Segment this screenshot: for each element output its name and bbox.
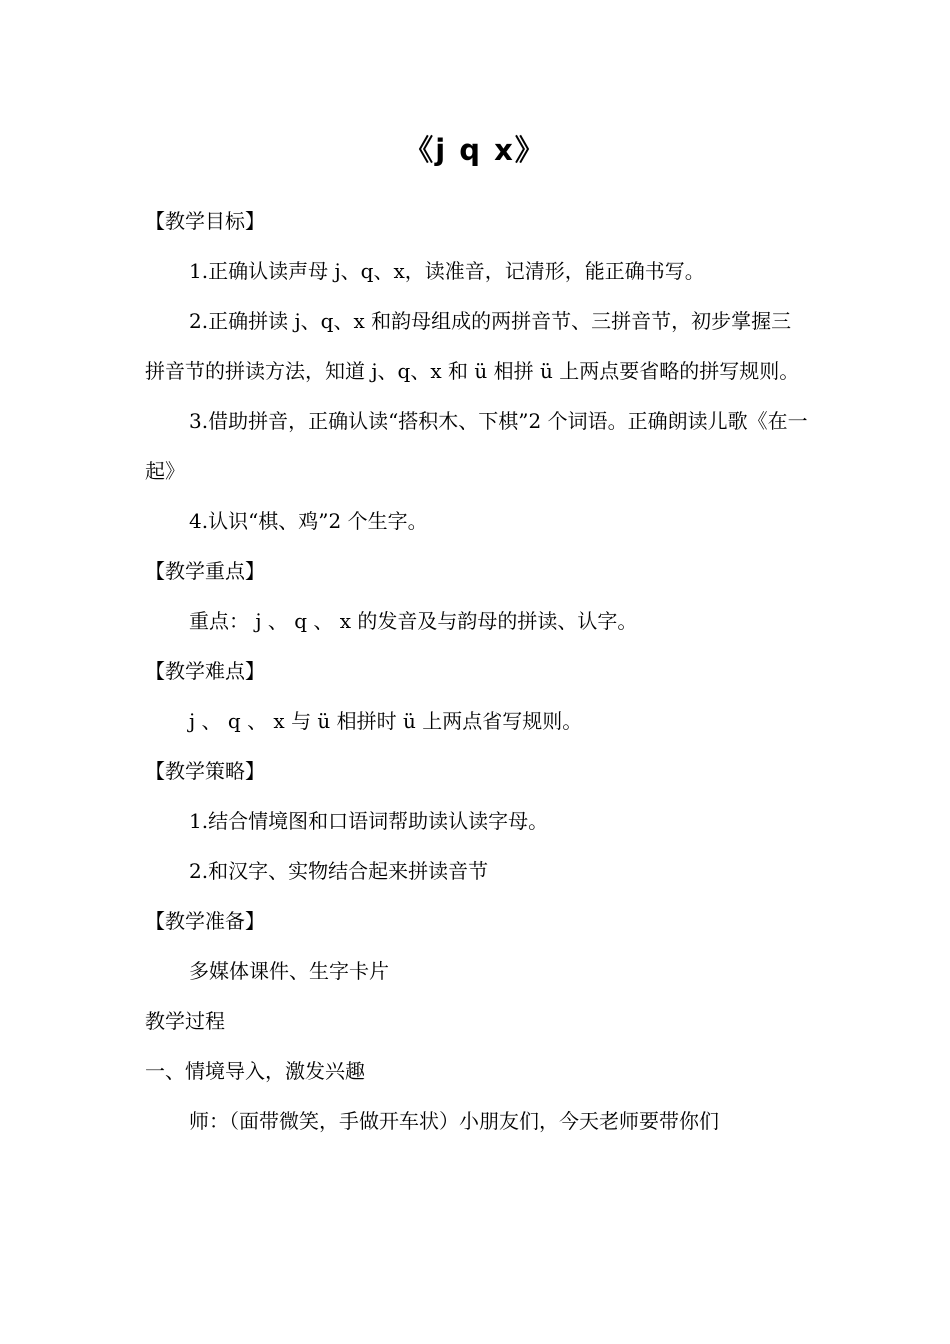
section-heading-preparation: 【教学准备】 bbox=[145, 909, 265, 933]
objective-1: 1.正确认读声母 j、q、x，读准音，记清形，能正确书写。 bbox=[189, 259, 705, 283]
objective-4: 4.认识“棋、鸡”2 个生字。 bbox=[189, 509, 428, 533]
difficulty-text: j 、 q 、 x 与 ü 相拼时 ü 上两点省写规则。 bbox=[189, 709, 583, 733]
objective-3: 3.借助拼音，正确认读“搭积木、下棋”2 个词语。正确朗读儿歌《在一起》 bbox=[145, 409, 808, 483]
document-title: 《j q x》 bbox=[404, 133, 546, 167]
objective-2: 2.正确拼读 j、q、x 和韵母组成的两拼音节、三拼音节，初步掌握三拼音节的拼读方法，知道 j、q、x 和 ü 相拼 ü 上两点要省略的拼写规则。 bbox=[145, 309, 800, 383]
process-step-1-text: 师：（面带微笑，手做开车状）小朋友们，今天老师要带你们 bbox=[189, 1109, 719, 1133]
section-heading-strategies: 【教学策略】 bbox=[145, 759, 265, 783]
section-heading-key-points: 【教学重点】 bbox=[145, 559, 265, 583]
process-step-1-heading: 一、情境导入，激发兴趣 bbox=[145, 1059, 365, 1083]
preparation-text: 多媒体课件、生字卡片 bbox=[189, 959, 389, 983]
strategy-1: 1.结合情境图和口语词帮助读认读字母。 bbox=[189, 809, 549, 833]
strategy-2: 2.和汉字、实物结合起来拼读音节 bbox=[189, 859, 489, 883]
section-heading-objectives: 【教学目标】 bbox=[145, 209, 265, 233]
section-heading-difficulties: 【教学难点】 bbox=[145, 659, 265, 683]
section-heading-process: 教学过程 bbox=[145, 1009, 225, 1033]
document-body bbox=[145, 196, 810, 1146]
key-point-text: 重点： j 、 q 、 x 的发音及与韵母的拼读、认字。 bbox=[189, 609, 638, 633]
